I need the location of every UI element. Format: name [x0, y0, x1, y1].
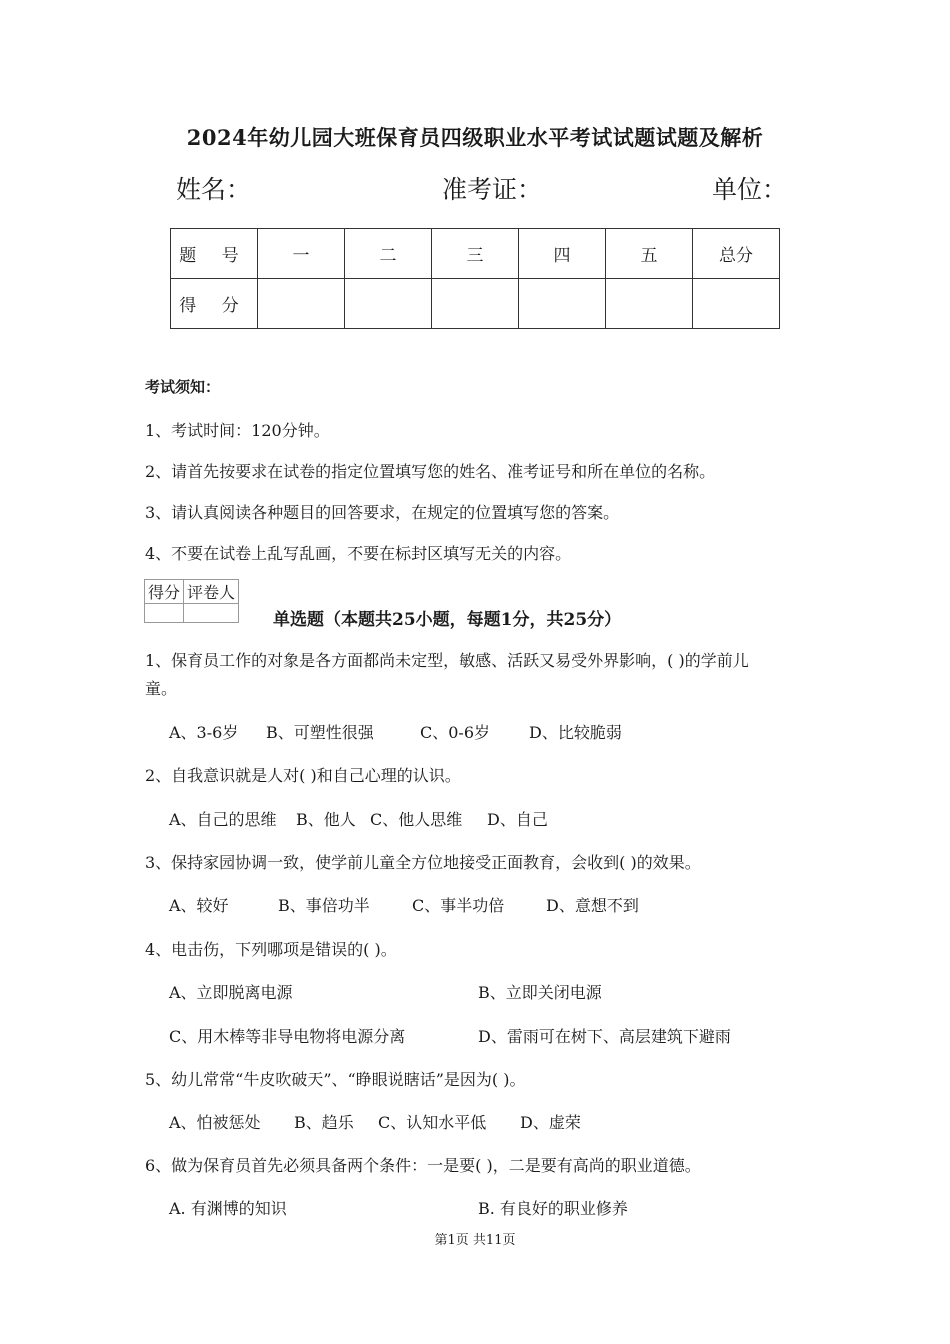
exam-id-label: 准考证： — [442, 175, 543, 204]
grader-score-cell — [145, 604, 184, 623]
notice-item: 4、不要在试卷上乱写乱画，不要在标封区填写无关的内容。 — [145, 544, 572, 563]
score-cell-header: 四 — [519, 229, 606, 279]
notice-item: 1、考试时间：120分钟。 — [145, 421, 330, 440]
notice-item: 3、请认真阅读各种题目的回答要求，在规定的位置填写您的答案。 — [145, 503, 620, 522]
option: D、意想不到 — [546, 896, 639, 915]
option: B、事倍功半 — [278, 896, 370, 915]
option: D、比较脆弱 — [529, 723, 622, 742]
score-cell-empty — [519, 279, 606, 329]
option: B. 有良好的职业修养 — [478, 1199, 628, 1218]
option: D、雷雨可在树下、高层建筑下避雨 — [478, 1027, 731, 1046]
option: C、认知水平低 — [378, 1113, 487, 1132]
grader-reviewer-cell — [184, 604, 239, 623]
question-stem: 2、自我意识就是人对( )和自己心理的认识。 — [145, 766, 461, 785]
option: C、事半功倍 — [412, 896, 505, 915]
grader-score-label: 得分 — [145, 580, 184, 604]
score-cell-header: 一 — [258, 229, 345, 279]
option: C、0-6岁 — [420, 723, 491, 742]
option: C、用木棒等非导电物将电源分离 — [169, 1027, 406, 1046]
option: D、自己 — [487, 810, 548, 829]
score-cell-header: 三 — [432, 229, 519, 279]
score-cell-header: 二 — [345, 229, 432, 279]
option: A、怕被惩处 — [169, 1113, 261, 1132]
score-table-score-row — [171, 279, 780, 329]
section-title: 单选题（本题共25小题，每题1分，共25分） — [273, 610, 622, 630]
score-cell-header: 总分 — [693, 229, 780, 279]
option: A、3-6岁 — [169, 723, 239, 742]
grader-reviewer-label: 评卷人 — [184, 580, 239, 604]
question-stem-cont: 童。 — [145, 679, 178, 698]
question-stem: 1、保育员工作的对象是各方面都尚未定型，敏感、活跃又易受外界影响，( )的学前儿 — [145, 651, 749, 670]
notice-title: 考试须知： — [145, 378, 221, 396]
option: A. 有渊博的知识 — [169, 1199, 287, 1218]
option: B、趋乐 — [294, 1113, 354, 1132]
option: A、较好 — [169, 896, 229, 915]
option: D、虚荣 — [520, 1113, 581, 1132]
name-label: 姓名： — [176, 175, 252, 204]
option: B、可塑性很强 — [266, 723, 374, 742]
notice-item: 2、请首先按要求在试卷的指定位置填写您的姓名、准考证号和所在单位的名称。 — [145, 462, 716, 481]
score-cell-empty — [345, 279, 432, 329]
score-cell-empty — [258, 279, 345, 329]
page-title: 2024年幼儿园大班保育员四级职业水平考试试题试题及解析 — [186, 125, 764, 150]
page-footer: 第1页 共11页 — [434, 1233, 516, 1248]
option: B、立即关闭电源 — [478, 983, 602, 1002]
option: A、自己的思维 — [169, 810, 277, 829]
option: B、他人 — [296, 810, 356, 829]
unit-label: 单位： — [712, 175, 788, 204]
question-stem: 5、幼儿常常“牛皮吹破天”、“睁眼说瞎话”是因为( )。 — [145, 1070, 526, 1089]
question-stem: 3、保持家园协调一致，使学前儿童全方位地接受正面教育，会收到( )的效果。 — [145, 853, 701, 872]
question-stem: 4、电击伤，下列哪项是错误的( )。 — [145, 940, 397, 959]
option: C、他人思维 — [370, 810, 463, 829]
score-cell-label: 得 分 — [171, 279, 258, 329]
score-cell-empty — [606, 279, 693, 329]
question-stem: 6、做为保育员首先必须具备两个条件：一是要( )，二是要有高尚的职业道德。 — [145, 1156, 701, 1175]
score-table-header-row — [171, 229, 780, 279]
score-cell-label: 题 号 — [171, 229, 258, 279]
grader-box — [144, 579, 239, 623]
score-cell-empty — [693, 279, 780, 329]
score-table — [170, 228, 780, 329]
score-cell-empty — [432, 279, 519, 329]
score-cell-header: 五 — [606, 229, 693, 279]
option: A、立即脱离电源 — [169, 983, 293, 1002]
